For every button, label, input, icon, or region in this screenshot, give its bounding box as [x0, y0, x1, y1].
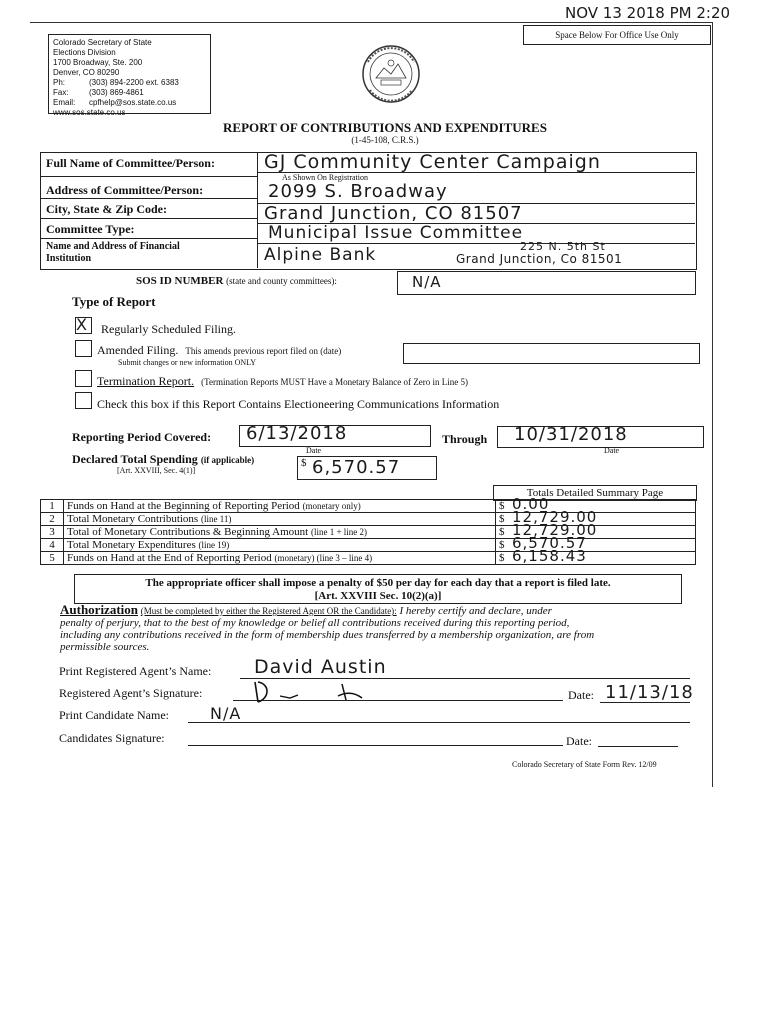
amended-filing-checkbox[interactable]: [75, 340, 92, 357]
summary-line-label: [64, 500, 496, 513]
summary-amount-value: 0.00: [512, 495, 550, 513]
summary-line-number: 3: [41, 526, 64, 539]
termination-checkbox[interactable]: [75, 370, 92, 387]
summary-line-note: (line 11): [200, 514, 232, 524]
summary-row: [41, 539, 696, 552]
sos-name: Colorado Secretary of State: [53, 38, 152, 47]
amended-filing-sub: Submit changes or new information ONLY: [118, 358, 257, 367]
fin-label-line2: Institution: [46, 253, 92, 264]
sos-id-input[interactable]: [397, 271, 696, 295]
declared-spending-label: [72, 452, 254, 467]
agent-signature-label: Registered Agent’s Signature:: [59, 686, 203, 700]
penalty-line1: The appropriate officer shall impose a penalty of $50 per day for each day that a report is filed late.: [145, 577, 611, 589]
summary-line-label: [64, 526, 496, 539]
amended-filing-text: Amended Filing.: [97, 343, 179, 357]
penalty-box: [74, 574, 682, 604]
column-divider: [257, 152, 258, 268]
sos-fax: (303) 869-4861: [89, 88, 144, 97]
address-value[interactable]: 2099 S. Broadway: [268, 181, 448, 202]
financial-institution-city[interactable]: Grand Junction, Co 81501: [456, 252, 623, 266]
summary-amount-value: 6,158.43: [512, 547, 587, 565]
summary-line-text: Funds on Hand at the End of Reporting Period: [67, 552, 272, 564]
through-label: Through: [442, 432, 488, 446]
row-divider: [40, 218, 257, 219]
summary-line-text: Total Monetary Contributions: [67, 513, 199, 525]
summary-line-text: Funds on Hand at the Beginning of Reporting Period: [67, 500, 300, 512]
declared-spending-applicable: (if applicable): [200, 455, 255, 465]
sos-website: www.sos.state.co.us: [53, 108, 126, 117]
sos-id-value: N/A: [412, 273, 442, 291]
office-use-label: Space Below For Office Use Only: [555, 30, 679, 40]
sos-address-box: [48, 34, 211, 117]
city-label: City, State & Zip Code:: [46, 202, 167, 216]
full-name-rule: [257, 172, 695, 173]
amended-filing-note: This amends previous report filed on (date): [185, 346, 342, 356]
termination-text: Termination Report.: [97, 374, 195, 388]
summary-row: [41, 526, 696, 539]
termination-label: [97, 374, 468, 389]
committee-type-value[interactable]: Municipal Issue Committee: [268, 223, 524, 243]
agent-date-value[interactable]: 11/13/18: [605, 682, 694, 703]
summary-currency: $: [499, 500, 505, 512]
received-stamp: NOV 13 2018 PM 2:20: [565, 4, 731, 22]
report-type-heading: Type of Report: [72, 294, 156, 309]
summary-currency: $: [499, 539, 505, 551]
summary-row: [41, 552, 696, 565]
form-statute: (1-45-108, C.R.S.): [351, 135, 419, 145]
declared-spending-text: Declared Total Spending: [72, 452, 198, 466]
declared-spending-art: [Art. XXVIII, Sec. 4(1)]: [117, 466, 196, 475]
candidate-signature-rule: [188, 745, 563, 746]
reporting-period-label: Reporting Period Covered:: [72, 430, 212, 444]
summary-currency: $: [499, 513, 505, 525]
authorization-certify-1: I hereby certify and declare, under: [399, 605, 552, 617]
summary-line-number: 4: [41, 539, 64, 552]
authorization-must: (Must be completed by either the Registered Agent OR the Candidate):: [140, 606, 397, 616]
city-value[interactable]: Grand Junction, CO 81507: [264, 203, 523, 224]
declared-dollar-sign: $: [301, 457, 307, 469]
agent-name-value[interactable]: David Austin: [254, 656, 387, 678]
candidate-name-label: Print Candidate Name:: [59, 708, 169, 722]
candidate-date-label: Date:: [566, 734, 592, 748]
declared-spending-value: 6,570.57: [312, 457, 401, 478]
period-to-input[interactable]: [497, 426, 704, 448]
penalty-line2: [Art. XXVIII Sec. 10(2)(a)]: [314, 590, 442, 602]
period-from-value: 6/13/2018: [246, 423, 348, 444]
summary-line-text: Total of Monetary Contributions & Beginning Amount: [67, 526, 309, 538]
summary-line-amount[interactable]: [496, 547, 696, 565]
financial-institution-street[interactable]: 225 N. 5th St: [520, 240, 606, 253]
summary-line-note: (line 19): [198, 540, 230, 550]
sos-ph-label: Ph:: [53, 78, 66, 87]
candidate-signature-label: Candidates Signature:: [59, 731, 165, 745]
row-divider: [40, 238, 257, 239]
agent-date-label: Date:: [568, 688, 594, 702]
form-footer: Colorado Secretary of State Form Rev. 12/09: [512, 760, 657, 769]
type-rule: [257, 243, 695, 244]
authorization-certify-2: penalty of perjury, that to the best of my knowledge or belief all contributions received during this reporting period,: [60, 617, 570, 629]
summary-line-number: 2: [41, 513, 64, 526]
summary-currency: $: [499, 552, 505, 564]
row-divider: [40, 176, 257, 177]
amended-filing-label: [97, 343, 341, 358]
form-title: REPORT OF CONTRIBUTIONS AND EXPENDITURES: [223, 120, 547, 135]
candidate-name-rule: [188, 722, 690, 723]
summary-amount-value: 12,729.00: [512, 521, 598, 539]
authorization-text: [60, 604, 690, 653]
summary-currency: $: [499, 526, 505, 538]
as-shown-caption: As Shown On Registration: [282, 173, 368, 182]
sos-id-label: [136, 275, 337, 287]
summary-line-note: (monetary only): [302, 501, 361, 511]
termination-note: (Termination Reports MUST Have a Monetary Balance of Zero in Line 5): [201, 377, 469, 387]
candidate-date-rule: [598, 746, 678, 747]
office-use-box: [523, 25, 711, 45]
sos-id-note: (state and county committees):: [226, 276, 337, 286]
committee-type-label: Committee Type:: [46, 222, 135, 236]
sos-phone: (303) 894-2200 ext. 6383: [89, 78, 179, 87]
declared-spending-input[interactable]: [297, 456, 437, 480]
summary-line-number: 5: [41, 552, 64, 565]
summary-table: [40, 495, 696, 565]
summary-line-note: (monetary) (line 3 – line 4): [274, 553, 373, 563]
summary-line-label: [64, 513, 496, 526]
period-from-input[interactable]: [239, 425, 431, 447]
electioneering-checkbox[interactable]: [75, 392, 92, 409]
financial-institution-name[interactable]: Alpine Bank: [264, 245, 377, 265]
row-divider: [40, 198, 257, 199]
full-name-label: Full Name of Committee/Person:: [46, 156, 215, 170]
sos-id-label-text: SOS ID NUMBER: [136, 275, 224, 287]
summary-amount-value: 12,729.00: [512, 508, 598, 526]
summary-header-text: Totals Detailed Summary Page: [526, 487, 664, 499]
financial-institution-label: [46, 241, 180, 265]
colorado-seal-icon: [346, 44, 436, 104]
sos-division: Elections Division: [53, 48, 116, 57]
fin-label-line1: Name and Address of Financial: [46, 241, 180, 252]
summary-line-note: (line 1 + line 2): [310, 527, 368, 537]
regular-filing-check-mark: X: [76, 315, 87, 334]
address-label: Address of Committee/Person:: [46, 183, 204, 197]
agent-signature-icon[interactable]: [250, 678, 370, 706]
authorization-certify-4: permissible sources.: [60, 641, 150, 653]
electioneering-label: Check this box if this Report Contains Electioneering Communications Information: [97, 397, 500, 411]
sos-email: cpfhelp@sos.state.co.us: [89, 98, 177, 107]
amended-date-input[interactable]: [403, 343, 700, 364]
summary-line-label: [64, 539, 496, 552]
summary-amount-value: 6,570.57: [512, 534, 587, 552]
summary-line-number: 1: [41, 500, 64, 513]
sos-city: Denver, CO 80290: [53, 68, 120, 77]
authorization-heading: Authorization: [60, 602, 138, 617]
agent-name-label: Print Registered Agent’s Name:: [59, 664, 212, 678]
sos-street: 1700 Broadway, Ste. 200: [53, 58, 143, 67]
summary-line-label: [64, 552, 496, 565]
sos-fax-label: Fax:: [53, 88, 69, 97]
full-name-value[interactable]: GJ Community Center Campaign: [264, 151, 601, 173]
period-to-caption: Date: [604, 446, 620, 455]
regular-filing-label: Regularly Scheduled Filing.: [101, 322, 236, 336]
candidate-name-value[interactable]: N/A: [210, 704, 242, 723]
period-to-value: 10/31/2018: [514, 424, 628, 445]
summary-line-text: Total Monetary Expenditures: [67, 539, 196, 551]
regular-filing-checkbox[interactable]: [75, 317, 92, 334]
period-from-caption: Date: [306, 446, 322, 455]
authorization-certify-3: including any contributions received in the form of membership dues transferred by a membership organization, are from: [60, 629, 595, 641]
sos-email-label: Email:: [53, 98, 76, 107]
